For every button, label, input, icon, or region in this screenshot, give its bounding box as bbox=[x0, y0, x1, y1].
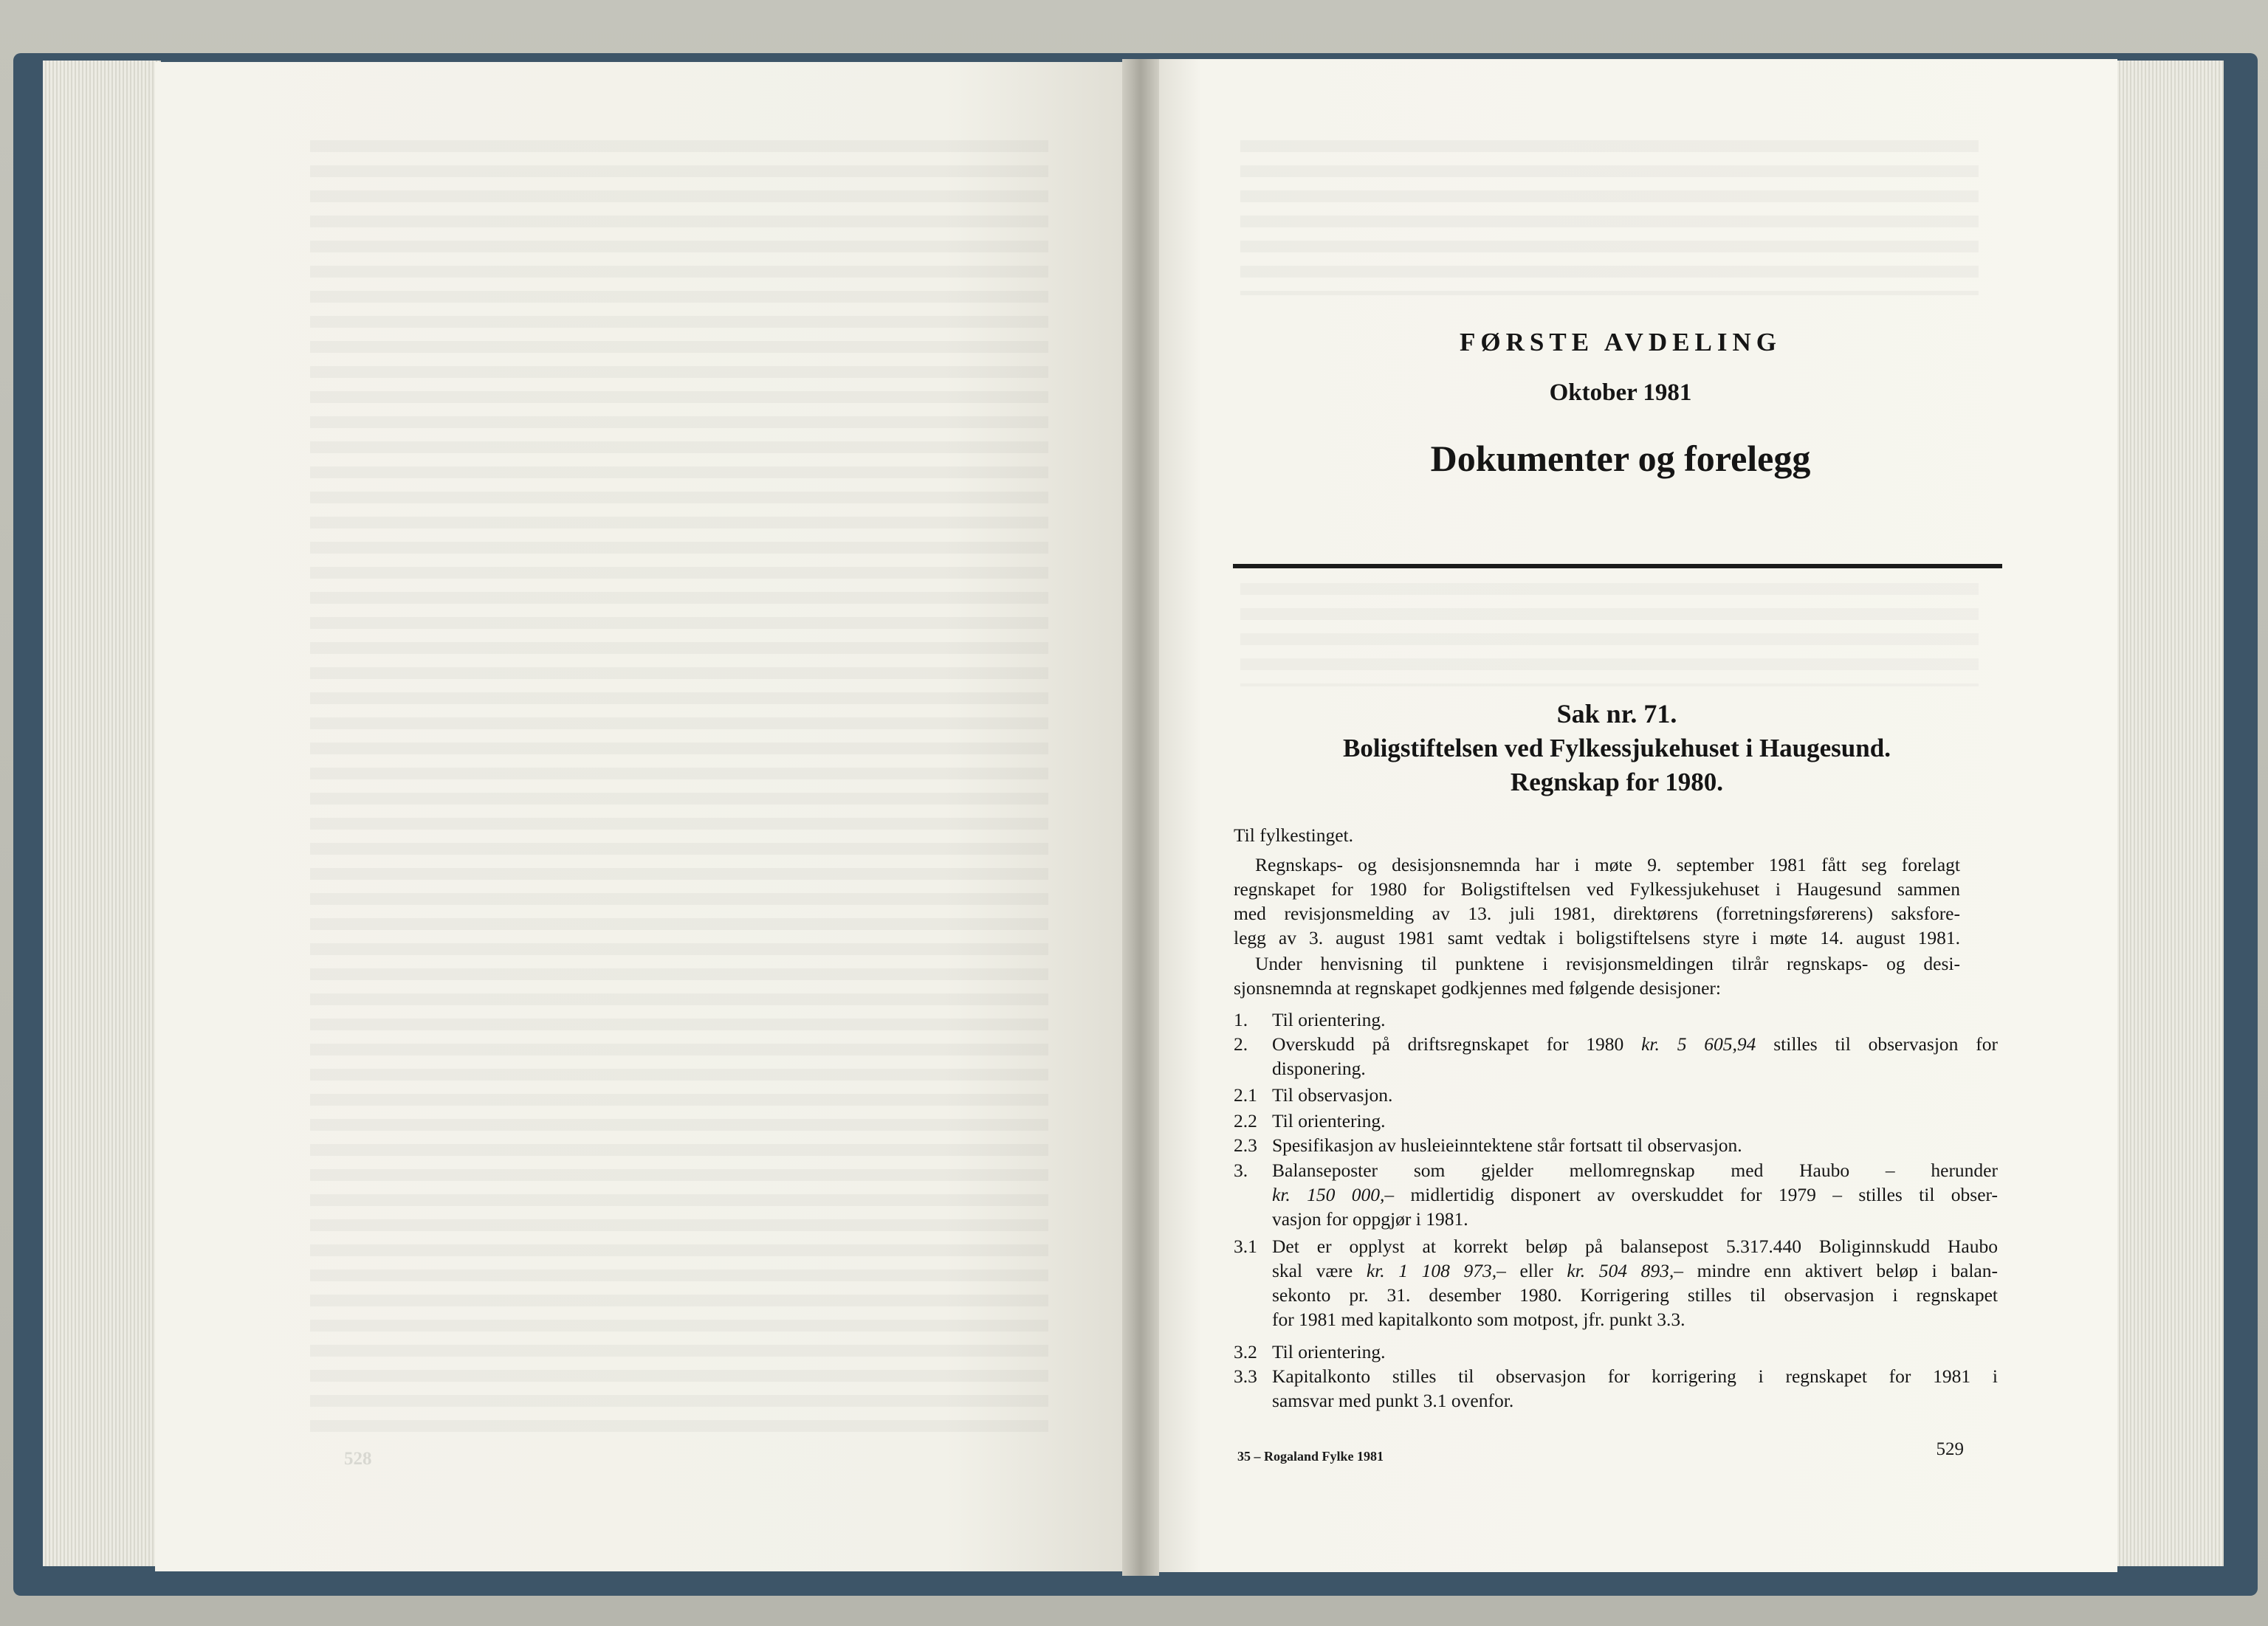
amount: kr. 504 893,– bbox=[1567, 1260, 1683, 1281]
item-text bbox=[1272, 1032, 1998, 1056]
item-number: 3.2 bbox=[1234, 1341, 1257, 1363]
book-gutter bbox=[1122, 59, 1159, 1576]
amount: kr. 150 000,– bbox=[1272, 1184, 1395, 1205]
item-text-part: Overskudd på driftsregnskapet for 1980 bbox=[1272, 1033, 1642, 1055]
paragraph-line: legg av 3. august 1981 samt vedtak i boligstiftelsens styre i møte 14. august 1981. bbox=[1234, 927, 1960, 948]
addressee: Til fylkestinget. bbox=[1234, 824, 1353, 846]
item-number: 2. bbox=[1234, 1033, 1248, 1055]
item-text: Spesifikasjon av husleieinntektene står fortsatt til observasjon. bbox=[1272, 1134, 1742, 1156]
page-number: 529 bbox=[1936, 1439, 1964, 1459]
item-number: 3.3 bbox=[1234, 1365, 1257, 1387]
item-number: 1. bbox=[1234, 1009, 1248, 1030]
item-text: Til orientering. bbox=[1272, 1110, 1386, 1131]
item-continuation bbox=[1272, 1258, 1998, 1283]
item-number: 3. bbox=[1234, 1160, 1248, 1181]
paragraph-line: regnskapet for 1980 for Boligstiftelsen ved Fylkessjukehuset i Haugesund sammen bbox=[1234, 878, 1960, 900]
item-continuation: vasjon for oppgjør i 1981. bbox=[1272, 1208, 1468, 1230]
item-continuation: for 1981 med kapitalkonto som motpost, jfr. punkt 3.3. bbox=[1272, 1309, 1685, 1330]
item-number: 2.2 bbox=[1234, 1110, 1257, 1131]
paragraph-line: sjonsnemnda at regnskapet godkjennes med følgende desisjoner: bbox=[1234, 977, 1721, 999]
page-edges-right bbox=[2113, 61, 2224, 1566]
page-edges-left bbox=[43, 61, 161, 1566]
item-continuation: disponering. bbox=[1272, 1058, 1366, 1079]
item-text: Til orientering. bbox=[1272, 1009, 1386, 1030]
item-text: Til orientering. bbox=[1272, 1341, 1386, 1363]
heading-divider bbox=[1233, 564, 2002, 568]
amount: kr. 1 108 973,– bbox=[1366, 1260, 1506, 1281]
section-heading: FØRSTE AVDELING bbox=[1460, 328, 1781, 356]
footer-source: 35 – Rogaland Fylke 1981 bbox=[1237, 1449, 1384, 1464]
page-title: Dokumenter og forelegg bbox=[1430, 438, 1811, 479]
item-continuation: sekonto pr. 31. desember 1980. Korrigering stilles til observasjon i regnskapet bbox=[1272, 1284, 1998, 1306]
month-heading: Oktober 1981 bbox=[1549, 379, 1692, 406]
item-text-part: mindre enn aktivert beløp i balan- bbox=[1683, 1260, 1998, 1281]
item-text-part: midlertidig disponert av overskuddet for 1979 – stilles til obser- bbox=[1394, 1184, 1998, 1205]
item-text: Det er opplyst at korrekt beløp på balansepost 5.317.440 Boliginnskudd Haubo bbox=[1272, 1236, 1998, 1257]
paragraph-line: Regnskaps- og desisjonsnemnda har i møte 9. september 1981 fått seg forelagt bbox=[1255, 854, 1960, 875]
item-number: 2.3 bbox=[1234, 1134, 1257, 1156]
item-text-part: eller bbox=[1505, 1260, 1567, 1281]
case-title-line2: Regnskap for 1980. bbox=[1510, 768, 1724, 796]
paragraph-line: Under henvisning til punktene i revisjonsmeldingen tilrår regnskaps- og desi- bbox=[1255, 953, 1960, 974]
item-continuation: samsvar med punkt 3.1 ovenfor. bbox=[1272, 1390, 1514, 1411]
item-continuation bbox=[1272, 1182, 1998, 1207]
item-text: Balanseposter som gjelder mellomregnskap med Haubo – herunder bbox=[1272, 1160, 1998, 1181]
item-number: 3.1 bbox=[1234, 1236, 1257, 1257]
item-text-part: stilles til observasjon for bbox=[1756, 1033, 1998, 1055]
item-text-part: skal være bbox=[1272, 1260, 1367, 1281]
item-number: 2.1 bbox=[1234, 1084, 1257, 1106]
item-text: Til observasjon. bbox=[1272, 1084, 1393, 1106]
paragraph-line: med revisjonsmelding av 13. juli 1981, direktørens (forretningsførerens) saksfore- bbox=[1234, 903, 1960, 924]
case-number: Sak nr. 71. bbox=[1556, 699, 1677, 728]
item-text: Kapitalkonto stilles til observasjon for korrigering i regnskapet for 1981 i bbox=[1272, 1365, 1998, 1387]
left-page-number: 528 bbox=[344, 1449, 372, 1469]
case-title-line1: Boligstiftelsen ved Fylkessjukehuset i Haugesund. bbox=[1343, 734, 1891, 762]
amount: kr. 5 605,94 bbox=[1641, 1033, 1756, 1055]
